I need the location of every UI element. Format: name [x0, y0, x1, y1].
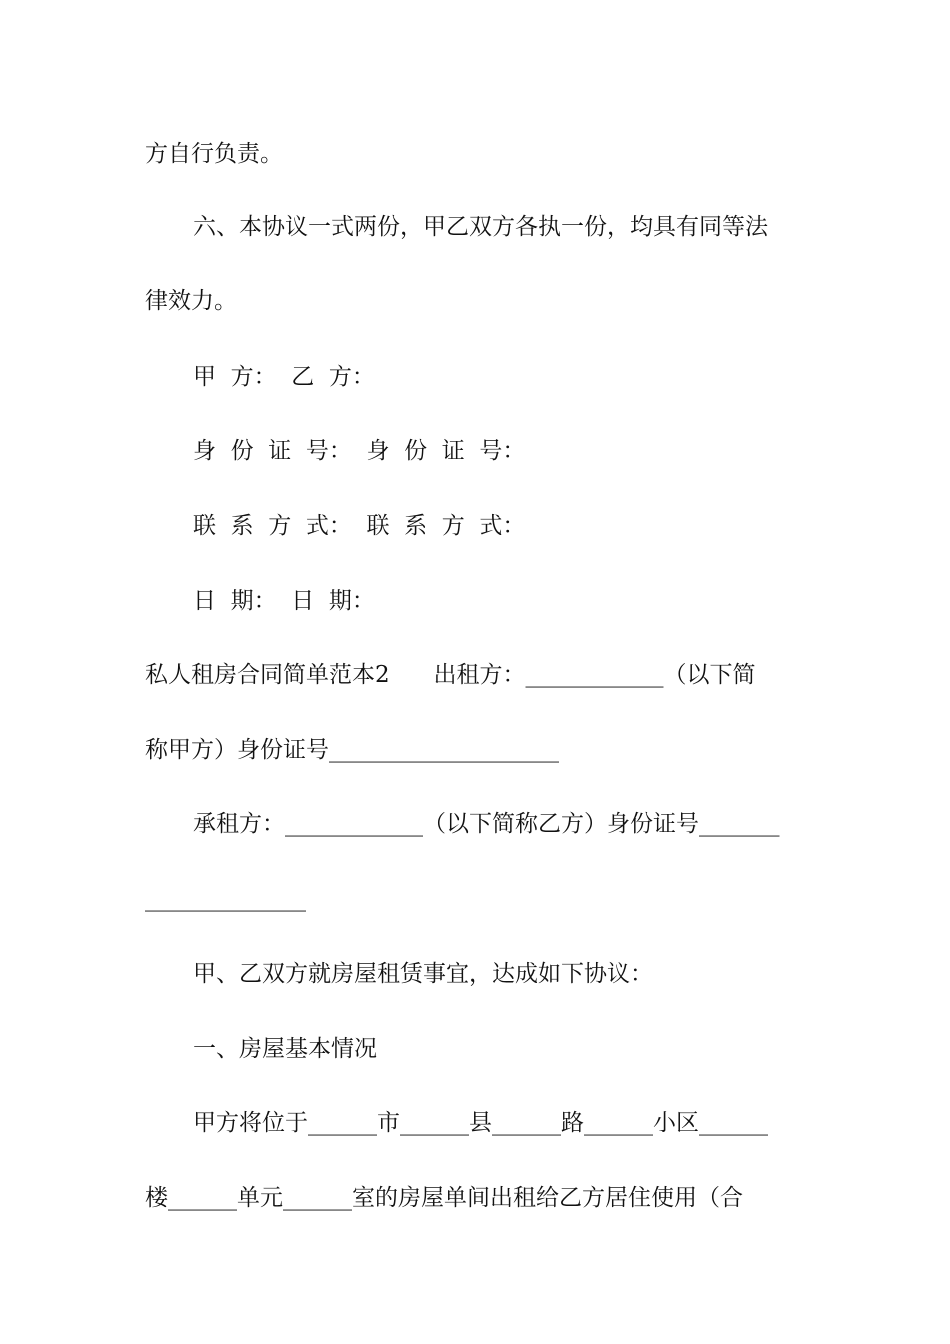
paragraph-line: 六、本协议一式两份，甲乙双方各执一份，均具有同等法: [193, 214, 768, 240]
paragraph-line: 承租方：____________（以下简称乙方）身份证号_______: [193, 811, 780, 837]
signature-id-line: 身 份 证 号： 身 份 证 号：: [193, 438, 526, 464]
paragraph-line: 方自行负责。: [145, 141, 283, 167]
clause-heading: 一、房屋基本情况: [193, 1036, 377, 1062]
paragraph-line: 称甲方）身份证号____________________: [145, 737, 559, 763]
blank-line: ______________: [145, 886, 306, 912]
paragraph-line: 甲、乙双方就房屋租赁事宜，达成如下协议：: [193, 961, 653, 987]
signature-party-line: 甲 方： 乙 方：: [193, 364, 375, 390]
signature-date-line: 日 期： 日 期：: [193, 588, 375, 614]
paragraph-line: 楼______单元______室的房屋单间出租给乙方居住使用（合: [145, 1185, 743, 1211]
paragraph-line: 甲方将位于______市______县______路______小区______: [193, 1110, 768, 1136]
signature-contact-line: 联 系 方 式： 联 系 方 式：: [193, 513, 526, 539]
section-heading-line: 私人租房合同简单范本2 出租方：____________（以下简: [145, 662, 756, 688]
paragraph-line: 律效力。: [145, 288, 237, 314]
